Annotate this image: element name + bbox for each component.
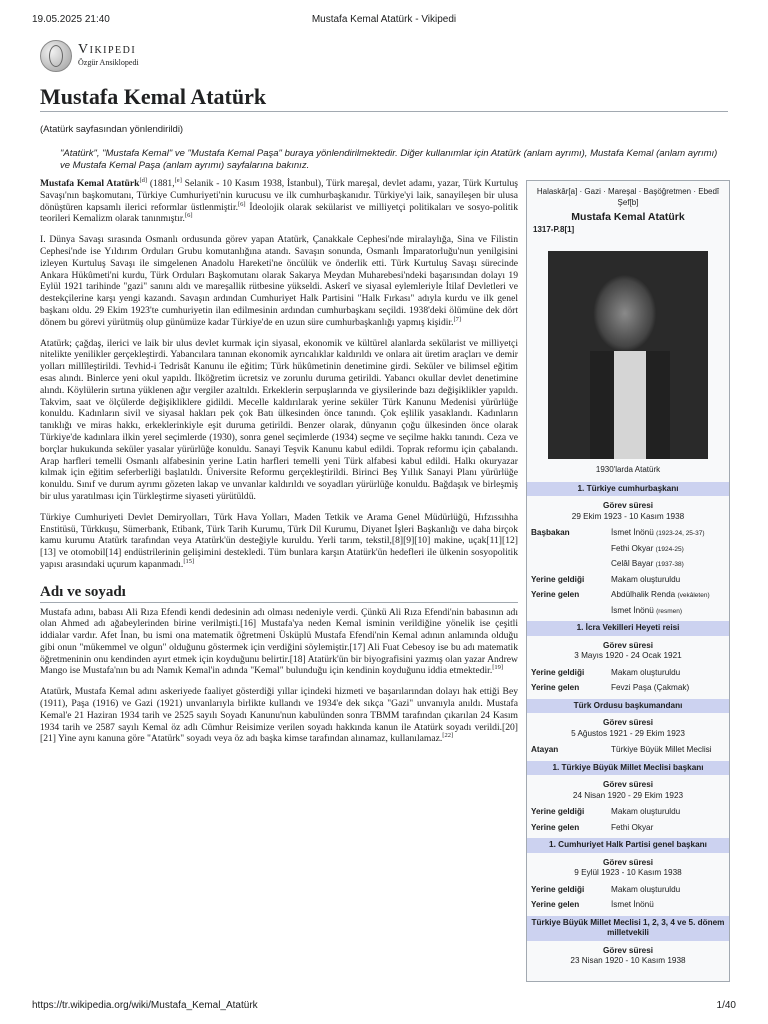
print-header: [32, 14, 736, 28]
infobox-row: [527, 821, 729, 837]
print-page-number: 1/40: [716, 1000, 736, 1011]
row-value-text[interactable]: Abdülhalik Renda: [611, 590, 676, 599]
row-value-text[interactable]: İsmet İnönü: [611, 605, 654, 615]
row-value-note: (1937-38): [655, 561, 684, 568]
paragraph-text: Atatürk, Mustafa Kemal adını askeriyede faaliyet gösterdiği yıllar içindeki hizmeti ve başarılarından dolayı hak ettiği Bey (1911), Paşa (1916) ve Gazi (1921) unvanlarıyla birlikte kullandı ve 1934'e dek sıkça "Gazi" unvanıyla anıldı. Mustafa Kemal'e 21 Haziran 1934 tarih ve 2525 sayılı Soyadı Kanunu'nun kabulünden sonra TBMM tarafından çıkarılan 24 Kasım 1934 tarih ve 2587 sayılı Kemal öz adlı Cümhur Reisimize verilen soyadı hakkında kanun ile Atatürk soyadı verildi.[20][21] Yine aynı kanuna göre "Atatürk" soyadı veya öz adı başka kimse tarafından alınamaz, kullanılamaz.: [40, 686, 518, 745]
row-label: Yerine gelen: [531, 900, 580, 909]
portrait-image[interactable]: [548, 251, 708, 459]
infobox-row: [527, 666, 729, 682]
row-value[interactable]: [611, 885, 725, 897]
infobox-row: [527, 557, 729, 573]
row-label: [531, 559, 611, 571]
row-label: Yerine gelen: [531, 590, 580, 599]
ref-link[interactable]: [d]: [139, 176, 148, 184]
paragraph: [40, 234, 518, 328]
row-value-text[interactable]: Makam oluşturuldu: [611, 574, 681, 584]
infobox-row: [527, 542, 729, 558]
row-value-note: (1923-24, 25-37): [656, 530, 705, 537]
row-value[interactable]: [611, 900, 725, 912]
ref-link[interactable]: [7]: [453, 315, 462, 323]
row-value[interactable]: [611, 683, 725, 695]
row-value[interactable]: [611, 823, 725, 835]
section-heading: Adı ve soyadı: [40, 587, 518, 603]
infobox-row: [527, 588, 729, 604]
row-label: [531, 606, 611, 618]
print-page-title: Mustafa Kemal Atatürk - Vikipedi: [311, 14, 457, 25]
term-dates: 24 Nisan 1920 - 29 Ekim 1923: [572, 790, 684, 800]
print-datetime: 19.05.2025 21:40: [32, 14, 110, 25]
logo-tagline: Özgür Ansiklopedi: [78, 58, 139, 67]
paragraph: [40, 512, 518, 571]
row-value[interactable]: [611, 575, 725, 587]
logo-name: Vikipedi: [78, 42, 137, 57]
row-value-text[interactable]: İsmet İnönü: [611, 900, 654, 909]
term-dates: 3 Mayıs 1920 - 24 Ocak 1921: [574, 651, 682, 660]
paragraph: [40, 607, 518, 678]
term-label: Görev süresi: [602, 501, 654, 510]
infobox-row: [527, 604, 729, 620]
ref-link[interactable]: [22]: [442, 732, 454, 740]
ref-link[interactable]: [e]: [174, 176, 182, 184]
row-value[interactable]: [611, 559, 725, 571]
infobox-row: [527, 681, 729, 697]
row-value-note: (resmen): [656, 607, 683, 615]
row-value[interactable]: [611, 528, 725, 540]
office-list: [527, 482, 729, 971]
ref-link[interactable]: [19]: [492, 664, 504, 672]
infobox-row: [527, 883, 729, 899]
row-value-text[interactable]: Fevzi Paşa (Çakmak): [611, 683, 690, 692]
term-dates: 5 Ağustos 1921 - 29 Ekim 1923: [571, 728, 685, 738]
office-title[interactable]: 1. İcra Vekilleri Heyeti reisi: [527, 621, 729, 636]
row-value-text[interactable]: Makam oluşturuldu: [611, 807, 681, 816]
term-label: Görev süresi: [602, 718, 654, 727]
infobox-row: [527, 573, 729, 589]
print-footer: [32, 1000, 736, 1014]
infobox-row: [527, 743, 729, 759]
ref-link[interactable]: [15]: [183, 557, 195, 565]
article-subject: Mustafa Kemal Atatürk: [40, 178, 140, 189]
row-label: Yerine gelen: [531, 822, 580, 832]
row-value-text[interactable]: Fethi Okyar: [611, 822, 654, 832]
row-value[interactable]: [611, 606, 725, 618]
row-label: Atayan: [531, 745, 559, 754]
wikipedia-logo[interactable]: [40, 40, 240, 72]
image-caption: 1930'larda Atatürk: [595, 465, 661, 474]
term-dates: 9 Eylül 1923 - 10 Kasım 1938: [574, 868, 682, 877]
row-value[interactable]: [611, 590, 725, 602]
office-title[interactable]: 1. Türkiye cumhurbaşkanı: [527, 482, 729, 497]
article-body: [40, 178, 518, 754]
infobox-signature: 1317-P.8[1]: [533, 224, 575, 234]
globe-icon: [40, 40, 72, 72]
row-value-note: (vekâleten): [677, 592, 710, 599]
title-divider: [40, 111, 728, 112]
row-label: [531, 544, 611, 556]
office-title[interactable]: Türkiye Büyük Millet Meclisi 1, 2, 3, 4 ve 5. dönem milletvekili: [527, 916, 729, 941]
row-value-text[interactable]: Fethi Okyar: [611, 543, 654, 553]
row-value[interactable]: [611, 807, 725, 819]
row-value-text[interactable]: Makam oluşturuldu: [611, 884, 681, 894]
lead-text-c: İdeolojik olarak sekülarist ve milliyetçi politikaları ve sosyo-politik teorileri Kemalizm olarak tanınmıştır.: [40, 201, 518, 225]
office-title[interactable]: 1. Cumhuriyet Halk Partisi genel başkanı: [527, 838, 729, 853]
lead-paragraph: [40, 178, 518, 225]
row-value[interactable]: [611, 745, 725, 757]
row-value-text[interactable]: İsmet İnönü: [611, 528, 654, 537]
term-label: Görev süresi: [602, 945, 654, 955]
lead-text-b: Selanik - 10 Kasım 1938, İstanbul), Türk mareşal, devlet adamı, yazar, Türk Kurtuluş Savaşı'nın başkomutanı, Türkiye Cumhuriyeti'nin kurucusu ve ilk cumhurbaşkanıdır. Türkiye'yi laik, sanayileşen bir ulusa dönüştüren kapsamlı ilerici reformlar üstlenmiştir.: [40, 178, 519, 213]
row-value-text[interactable]: Celâl Bayar: [611, 559, 654, 568]
infobox: [526, 180, 730, 982]
term-dates: 29 Ekim 1923 - 10 Kasım 1938: [571, 511, 685, 521]
paragraph: [40, 338, 518, 503]
row-label: Başbakan: [531, 528, 570, 537]
row-value-note: (1924-25): [655, 545, 684, 553]
hatnote: "Atatürk", "Mustafa Kemal" ve "Mustafa Kemal Paşa" buraya yönlendirilmektedir. Diğer kullanımlar için Atatürk (anlam ayrımı), Mustafa Kemal (anlam ayrımı) ve Mustafa Kemal Paşa (anlam ayrımı) sayfalarına bakınız.: [60, 148, 718, 171]
paragraph-text: Atatürk; çağdaş, ilerici ve laik bir ulus devlet kurmak için siyasal, ekonomik ve kültürel alanlarda sekülarist ve milliyetçi nitelikte yenilikler gerçekleştirdi. Yabancılara tanınan ekonomik ayrıcalıklar kaldırıldı ve onlara ait üretim araçları ve demir yolları millîleştirildi. Tevhid-i Tedrisât Kanunu ile eğitim; Türk hükûmetinin denetimine girdi. Seküler ve bilimsel eğitim esas alındı. Binlerce yeni okul yapıldı. İlköğretim ücretsiz ve zorunlu duruma getirildi. Yabancı okullar devlet denetimine alındı. Köylülerin sırtına yüklenen ağır vergiler azaltıldı. Erkeklerin serpuşlarında ve giysilerinde bazı değişiklikler yapıldı. Takvim, saat ve ölçülerde değişikliklere gidildi. Mecelle kaldırılarak yerine seküler Türk Kanunu Medenisi yürürlüğe konuldu. Kadınların sivil ve siyasal hakları pek çok Batı ülkesinden önce tanındı. Çok eşlilik yasaklandı. Kadınların tanıklığı ve miras hakkı, erkeklerinkiyle eşit duruma getirildi. Benzer olarak, dünyanın çoğu ülkesinden önce olarak Türkiye'de kadınlara ilkin yerel seçimlerde (1930), sonra genel seçimlerde (1934) seçme ve seçilme hakkı tanındı. Ceza ve borçlar hukukunda seküler yasalar yürürlüğe konuldu. Sanayi Teşvik Kanunu kabul edildi. Toprak reformu için çabalandı. Arap harfleri temelli Osmanlı alfabesinin yerine Latin harfleri temelli yeni Türk alfabesi kabul edildi. Halkı okuryazar kılmak için eğitim seferberliği başlatıldı. Üniversite Reformu gerçekleştirildi. Birinci Beş Yıllık Sanayi Planı yürürlüğe konuldu. Sınıf ve durum ayrımı gözeten lakap ve unvanlar kaldırıldı ve soyadları yürürlüğe konuldu. Bağdaşık ve birleşmiş bir ulus yaratılması için Türkleştirme siyaseti yürütüldü.: [40, 337, 518, 502]
office-title[interactable]: 1. Türkiye Büyük Millet Meclisi başkanı: [527, 761, 729, 776]
term-label: Görev süresi: [602, 780, 654, 789]
infobox-row: [527, 805, 729, 821]
term-label: Görev süresi: [602, 857, 654, 867]
paragraph-text: Mustafa adını, babası Ali Rıza Efendi kendi dedesinin adı olması nedeniyle verdi. Çünkü Ali Rıza Efendi'nin babasının adı olan Ahmed adı ağabeylerinden birine verilmişti.[16] Mustafa'ya neden Kemal isminin verildiğine yönelik ise çeşitli iddialar vardır. Afet İnan, bu ismi ona matematik öğretmeni Üsküplü Mustafa Efendi'nin Kemal adının anlamında olduğu gibi onun "mükemmel ve olgun" olduğunu göstermek için verdiğini söylemiştir.[17] Ali Fuat Cebesoy ise bu adı matematik öğretmeninin onu kendinden ayırt etmek için koyduğunu belirtir.[18] Atatürk'ün bir biyografisini yazmış olan yazar Andrew Mango ise Mustafa'nın bu adı Namık Kemal'in adında "Kemal" bulunduğu için kendinin koyduğunu iddia etmektedir.: [40, 606, 518, 677]
row-value-text[interactable]: Makam oluşturuldu: [611, 667, 681, 677]
infobox-titles: Halaskâr[a] · Gazi · Mareşal · Başöğretmen · Ebedî Şef[b]: [536, 187, 720, 207]
row-value[interactable]: [611, 668, 725, 680]
paragraph-text: Türkiye Cumhuriyeti Devlet Demiryolları, Türk Hava Yolları, Maden Tetkik ve Arama Genel Müdürlüğü, Hıfzıssıhha Enstitüsü, Türkkuşu, Sümerbank, Etibank, Türk Tarih Kurumu, Türk Dil Kurumu, Diyanet İşleri Başkanlığı ve daha birçok kamu kurumu Atatürk tarafından veya Atatürk'ün desteğiyle kuruldu. Yerli tarım, tekstil,[8][9][10] makine, uçak[11][12][13] ve otomobil[14] endüstrilerinin gelişimini destekledi. Tüm bunlara karşın Atatürk'ün hedefleri ile ülkenin sosyopolitik yapısı arasındaki uçurum kapanmadı.: [40, 511, 518, 570]
infobox-row: [527, 526, 729, 542]
lead-text-a: (1881,: [147, 178, 175, 189]
office-title[interactable]: Türk Ordusu başkumandanı: [527, 699, 729, 714]
redirect-note: (Atatürk sayfasından yönlendirildi): [40, 124, 184, 135]
row-label: Yerine geldiği: [531, 884, 585, 894]
row-value[interactable]: [611, 544, 725, 556]
page-title: Mustafa Kemal Atatürk: [40, 84, 267, 109]
infobox-row: [527, 898, 729, 914]
row-value-text[interactable]: Türkiye Büyük Millet Meclisi: [611, 745, 712, 754]
row-label: Yerine geldiği: [531, 807, 585, 816]
ref-link[interactable]: [6]: [238, 200, 246, 208]
term-dates: 23 Nisan 1920 - 10 Kasım 1938: [570, 956, 686, 965]
print-url: https://tr.wikipedia.org/wiki/Mustafa_Kemal_Atatürk: [32, 1000, 258, 1011]
paragraph-text: I. Dünya Savaşı sırasında Osmanlı ordusunda görev yapan Atatürk, Çanakkale Cephesi'nde miralaylığa, Sina ve Filistin Cephesi'nde ise Yıldırım Orduları Grubu komutanlığına atandı. Savaşın sonunda, Osmanlı İmparatorluğu'nun yenilgisini izleyen Kurtuluş Savaşı ile simgelenen Anadolu Hareketi'ne öncülük ve önderlik etti. Türk Kurtuluş Savaşı sürecinde Ankara Hükûmeti'ni kurdu, Türk Orduları Başkomutanı olarak Sakarya Meydan Muharebesi'ndeki başarısından dolayı 19 Eylül 1921 tarihinde "gazi" sanını aldı ve mareşallik rütbesine yükseldi. Askerî ve siyasal eylemleriyle İtilaf Devletleri ve destekçilerine karşı yengi kazandı. Savaşın ardından Cumhuriyet Halk Partisini "Halk Fırkası" adıyla kurdu ve ilk genel başkanı oldu. 29 Ekim 1923'te cumhuriyetin ilan edilmesinin ardından cumhurbaşkanı seçildi. 1938'deki ölümüne dek dört dönem bu görevi yürütmüş olup günümüze kadar Türkiye'de en uzun süre cumhurbaşkanlığı yapmış kişidir.: [40, 234, 518, 328]
row-label: Yerine geldiği: [531, 667, 585, 677]
infobox-name: Mustafa Kemal Atatürk: [571, 211, 685, 223]
ref-link[interactable]: [6]: [184, 212, 193, 220]
paragraph: [40, 686, 518, 745]
row-label: Yerine geldiği: [531, 574, 585, 584]
term-label: Görev süresi: [602, 640, 654, 650]
row-label: Yerine gelen: [531, 683, 580, 692]
